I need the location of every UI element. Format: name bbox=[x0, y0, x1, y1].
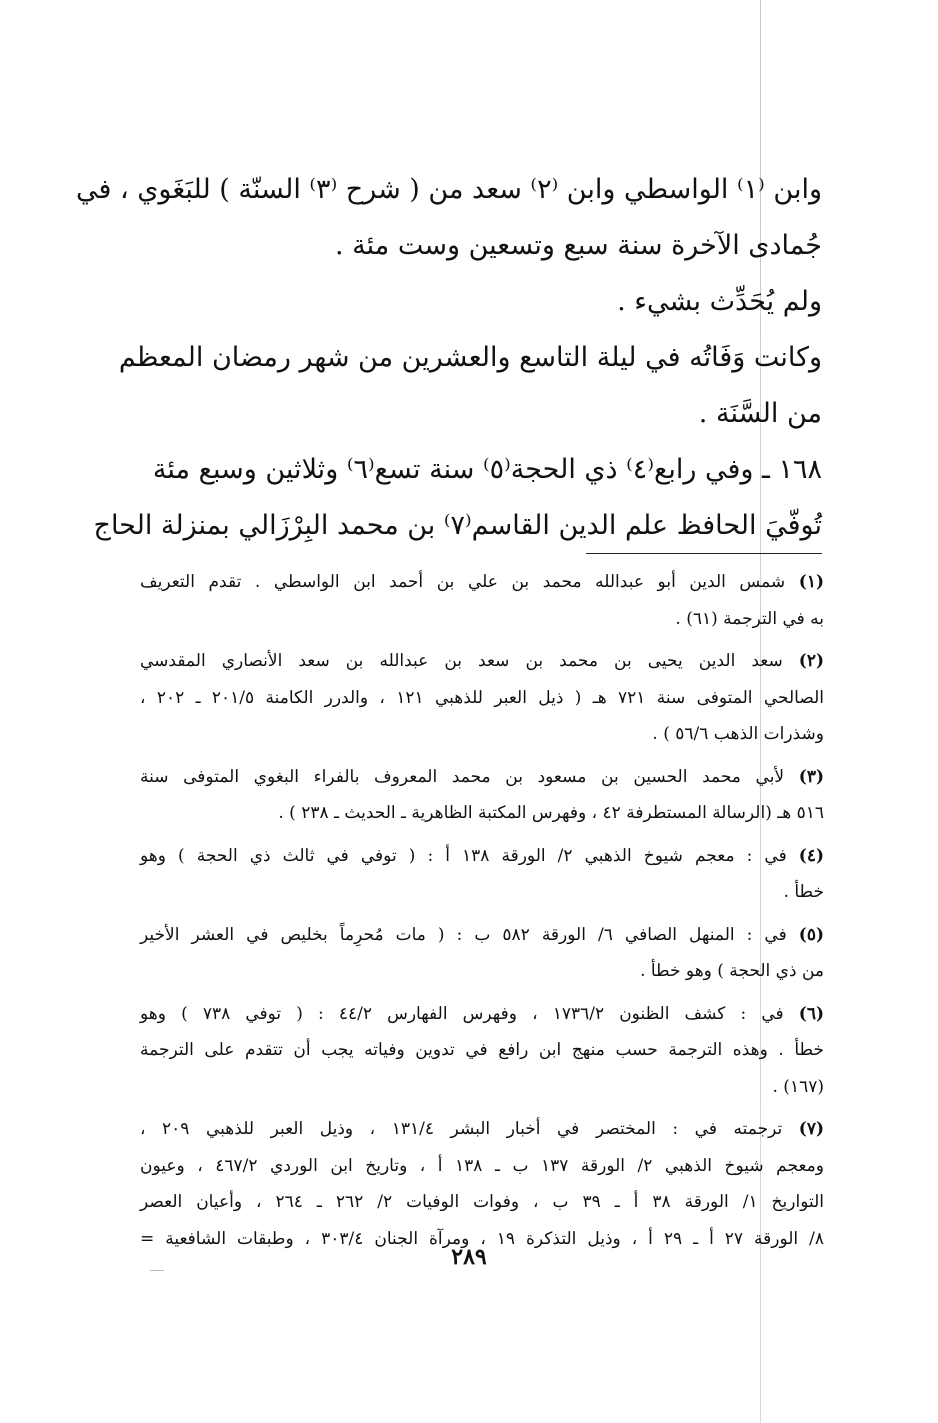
footnote bbox=[140, 838, 824, 911]
footnote-text: وشذرات الذهب ٥٦/٦ ) . bbox=[652, 724, 824, 744]
footnote bbox=[140, 759, 824, 832]
page-number: ٢٨٩ bbox=[451, 1244, 487, 1270]
footnote-text: لأبي محمد الحسين بن مسعود بن محمد المعروف بالفراء البغوي المتوفى سنة bbox=[140, 766, 785, 787]
footnote-text: في : كشف الظنون ١٧٣٦/٢ ، وفهرس الفهارس ٤٤/٢ : ( توفي ٧٣٨ ) وهو bbox=[140, 1003, 784, 1024]
footnote-text: ومعجم شيوخ الذهبي ٢/ الورقة ١٣٧ ب ـ ١٣٨ أ ، وتاريخ ابن الوردي ٤٦٧/٢ ، وعيون bbox=[140, 1155, 824, 1176]
body-line: جُمادى الآخرة سنة سبع وتسعين وست مئة . bbox=[335, 230, 822, 261]
footnote-text: خطأ . وهذه الترجمة حسب منهج ابن رافع في تدوين وفياته يجب أن تتقدم على الترجمة bbox=[140, 1040, 824, 1060]
footnote bbox=[140, 564, 824, 637]
footnote-text: شمس الدين أبو عبدالله محمد بن علي بن أحمد ابن الواسطي . تقدم التعريف bbox=[140, 572, 786, 592]
footnote-text: (١٦٧) . bbox=[772, 1076, 824, 1097]
footnote-text: به في الترجمة (٦١) . bbox=[675, 608, 824, 629]
body-line: من السَّنَة . bbox=[698, 398, 822, 429]
footnote-number: (٤) bbox=[798, 845, 825, 866]
footnote-number: (٧) bbox=[798, 1119, 824, 1139]
body-line: وكانت وَفَاتُه في ليلة التاسع والعشرين من شهر رمضان المعظم bbox=[118, 342, 822, 373]
footnote-text: من ذي الحجة ) وهو خطأ . bbox=[640, 961, 824, 981]
footnote-number: (٢) bbox=[798, 651, 824, 671]
body-line: تُوفّيَ الحافظ علم الدين القاسم⁽٧⁾ بن محمد البِرْزَالي بمنزلة الحاج bbox=[93, 510, 822, 541]
footnote bbox=[140, 1111, 824, 1257]
footnote-divider bbox=[586, 553, 822, 554]
body-line: ١٦٨ ـ وفي رابع⁽٤⁾ ذي الحجة⁽٥⁾ سنة تسع⁽٦⁾ وثلاثين وسبع مئة bbox=[152, 454, 822, 485]
footnote bbox=[140, 917, 824, 990]
footnote-text: التواريخ ١/ الورقة ٣٨ أ ـ ٣٩ ب ، وفوات الوفيات ٢/ ٢٦٢ ـ ٢٦٤ ، وأعيان العصر bbox=[140, 1192, 825, 1212]
footnote-text: سعد الدين يحيى بن محمد بن سعد بن عبدالله بن سعد الأنصاري المقدسي bbox=[140, 651, 783, 671]
footnote-text: ٨/ الورقة ٢٧ أ ـ ٢٩ أ ، وذيل التذكرة ١٩ ، ومرآة الجنان ٣٠٣/٤ ، وطبقات الشافعية = bbox=[140, 1228, 825, 1249]
footnote-text: الصالحي المتوفى سنة ٧٢١ هـ ( ذيل العبر للذهبي ١٢١ ، والدرر الكامنة ٢٠١/٥ ـ ٢٠٢ ، bbox=[140, 687, 824, 708]
footnote-number: (٦) bbox=[798, 1003, 825, 1024]
footnote bbox=[140, 643, 824, 753]
main-text bbox=[75, 162, 822, 554]
footnote-number: (٣) bbox=[798, 766, 825, 787]
footnote-text: ترجمته في : المختصر في أخبار البشر ١٣١/٤ ، وذيل العبر للذهبي ٢٠٩ ، bbox=[140, 1119, 783, 1139]
footnote-number: (٥) bbox=[798, 924, 824, 945]
footnote-text: ٥١٦ هـ (الرسالة المستطرفة ٤٢ ، وفهرس المكتبة الظاهرية ـ الحديث ـ ٢٣٨ ) . bbox=[278, 803, 824, 823]
footnote-text: خطأ . bbox=[783, 882, 824, 902]
footnote-text: في : معجم شيوخ الذهبي ٢/ الورقة ١٣٨ أ : ( توفي في ثالث ذي الحجة ) وهو bbox=[140, 845, 787, 866]
scan-mark bbox=[150, 1270, 164, 1271]
footnote-number: (١) bbox=[798, 572, 824, 592]
footnotes bbox=[140, 564, 824, 1263]
body-line: وابن ⁽١⁾ الواسطي وابن ⁽٢⁾ سعد من ( شرح ⁽٣⁾ السنّة ) للبَغَوي ، في bbox=[75, 174, 822, 205]
footnote-text: في : المنهل الصافي ٦/ الورقة ٥٨٢ ب : ( مات مُحرِماً بخليص في العشر الأخير bbox=[140, 924, 787, 945]
footnote bbox=[140, 996, 824, 1106]
body-line: ولم يُحَدِّث بشيء . bbox=[617, 286, 822, 317]
